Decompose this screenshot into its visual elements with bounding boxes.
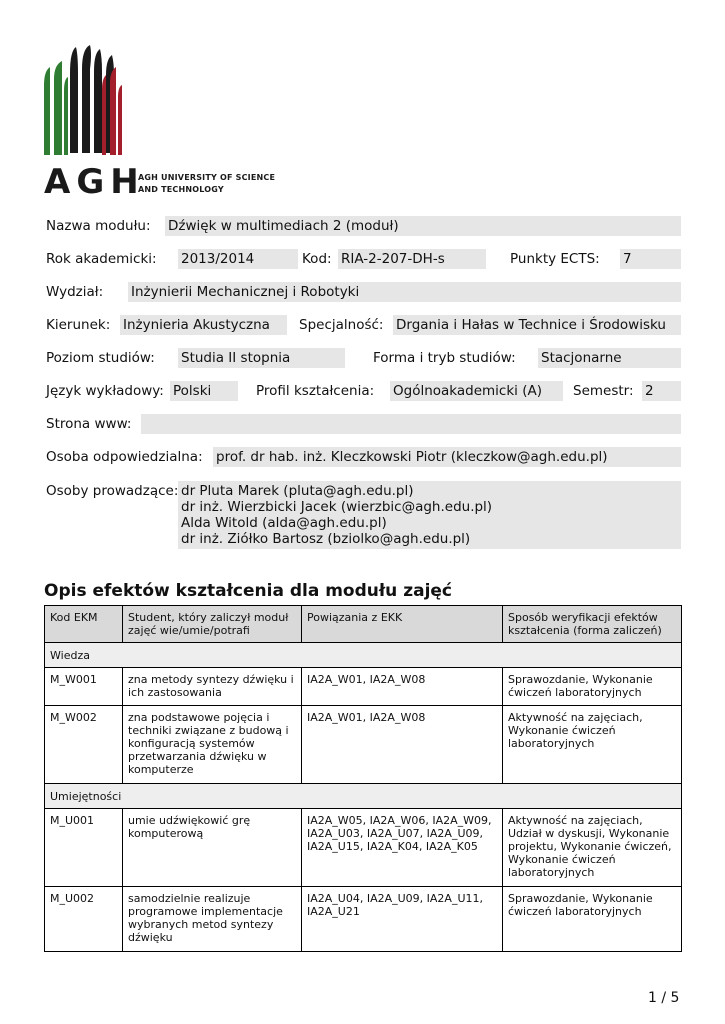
teacher-item: dr inż. Ziółko Bartosz (bziolko@agh.edu.pl) bbox=[181, 531, 471, 547]
agh-logo-mark-icon bbox=[40, 45, 280, 165]
header-description: Student, który zaliczył moduł zajęć wie/umie/potrafi bbox=[123, 606, 302, 643]
profile-value: Ogólnoakademicki (A) bbox=[390, 381, 563, 401]
study-form-label: Forma i tryb studiów: bbox=[373, 350, 516, 366]
logo-subtitle-line2: AND TECHNOLOGY bbox=[138, 185, 224, 194]
teacher-item: Alda Witold (alda@agh.edu.pl) bbox=[181, 515, 387, 531]
group-row bbox=[45, 784, 682, 809]
study-form-value: Stacjonarne bbox=[538, 348, 681, 368]
logo-subtitle-line1: AGH UNIVERSITY OF SCIENCE bbox=[138, 173, 276, 182]
ects-value: 7 bbox=[620, 249, 681, 269]
group-title-skills: Umiejętności bbox=[45, 784, 682, 809]
group-row bbox=[45, 643, 682, 668]
cell-ekk: IA2A_W01, IA2A_W08 bbox=[302, 668, 503, 706]
level-label: Poziom studiów: bbox=[46, 350, 155, 366]
teachers-label: Osoby prowadzące: bbox=[46, 483, 179, 499]
faculty-label: Wydział: bbox=[46, 284, 104, 300]
semester-label: Semestr: bbox=[573, 383, 634, 399]
language-value: Polski bbox=[170, 381, 238, 401]
cell-ekk: IA2A_W01, IA2A_W08 bbox=[302, 706, 503, 784]
module-name-label: Nazwa modułu: bbox=[46, 218, 151, 234]
code-value: RIA-2-207-DH-s bbox=[338, 249, 486, 269]
semester-value: 2 bbox=[642, 381, 681, 401]
responsible-value: prof. dr hab. inż. Kleczkowski Piotr (kleczkow@agh.edu.pl) bbox=[213, 447, 681, 467]
year-label: Rok akademicki: bbox=[46, 251, 157, 267]
cell-verification: Aktywność na zajęciach, Wykonanie ćwiczeń laboratoryjnych bbox=[503, 706, 682, 784]
cell-ekk: IA2A_U04, IA2A_U09, IA2A_U11, IA2A_U21 bbox=[302, 887, 503, 952]
cell-verification: Sprawozdanie, Wykonanie ćwiczeń laboratoryjnych bbox=[503, 668, 682, 706]
teachers-list bbox=[178, 481, 681, 549]
cell-code: M_W001 bbox=[45, 668, 123, 706]
specialty-value: Drgania i Hałas w Technice i Środowisku bbox=[393, 315, 681, 335]
responsible-label: Osoba odpowiedzialna: bbox=[46, 449, 203, 465]
logo-wordmark: AGH bbox=[44, 162, 145, 202]
cell-verification: Sprawozdanie, Wykonanie ćwiczeń laboratoryjnych bbox=[503, 887, 682, 952]
cell-description: zna podstawowe pojęcia i techniki związane z budową i konfiguracją systemów przetwarzania dźwięku w komputerze bbox=[123, 706, 302, 784]
language-label: Język wykładowy: bbox=[46, 383, 164, 399]
cell-code: M_W002 bbox=[45, 706, 123, 784]
teacher-item: dr Pluta Marek (pluta@agh.edu.pl) bbox=[181, 483, 414, 499]
table-row bbox=[45, 668, 682, 706]
year-value: 2013/2014 bbox=[178, 249, 298, 269]
teacher-item: dr inż. Wierzbicki Jacek (wierzbic@agh.edu.pl) bbox=[181, 499, 493, 515]
group-title-knowledge: Wiedza bbox=[45, 643, 682, 668]
page-number: 1 / 5 bbox=[648, 990, 680, 1006]
faculty-value: Inżynierii Mechanicznej i Robotyki bbox=[128, 282, 681, 302]
www-label: Strona www: bbox=[46, 416, 132, 432]
section-title: Opis efektów kształcenia dla modułu zajęć bbox=[44, 581, 453, 601]
cell-ekk: IA2A_W05, IA2A_W06, IA2A_W09, IA2A_U03, IA2A_U07, IA2A_U09, IA2A_U15, IA2A_K04, IA2A_K05 bbox=[302, 809, 503, 887]
www-value[interactable] bbox=[141, 414, 681, 434]
table-header-row bbox=[45, 606, 682, 643]
cell-code: M_U001 bbox=[45, 809, 123, 887]
cell-verification: Aktywność na zajęciach, Udział w dyskusji, Wykonanie projektu, Wykonanie ćwiczeń, Wykonanie ćwiczeń laboratoryjnych bbox=[503, 809, 682, 887]
table-row bbox=[45, 809, 682, 887]
header-verification: Sposób weryfikacji efektów kształcenia (forma zaliczeń) bbox=[503, 606, 682, 643]
field-value: Inżynieria Akustyczna bbox=[120, 315, 287, 335]
level-value: Studia II stopnia bbox=[178, 348, 345, 368]
cell-description: umie udźwiękowić grę komputerową bbox=[123, 809, 302, 887]
table-row bbox=[45, 706, 682, 784]
table-row bbox=[45, 887, 682, 952]
header-code: Kod EKM bbox=[45, 606, 123, 643]
module-name-value: Dźwięk w multimediach 2 (moduł) bbox=[165, 216, 681, 236]
cell-description: samodzielnie realizuje programowe implementacje wybranych metod syntezy dźwięku bbox=[123, 887, 302, 952]
ects-label: Punkty ECTS: bbox=[510, 251, 600, 267]
profile-label: Profil kształcenia: bbox=[256, 383, 375, 399]
code-label: Kod: bbox=[302, 251, 332, 267]
field-label: Kierunek: bbox=[46, 317, 111, 333]
cell-description: zna metody syntezy dźwięku i ich zastosowania bbox=[123, 668, 302, 706]
cell-code: M_U002 bbox=[45, 887, 123, 952]
header-ekk: Powiązania z EKK bbox=[302, 606, 503, 643]
learning-outcomes-table bbox=[44, 605, 682, 952]
logo-subtitle bbox=[138, 172, 275, 196]
specialty-label: Specjalność: bbox=[299, 317, 384, 333]
